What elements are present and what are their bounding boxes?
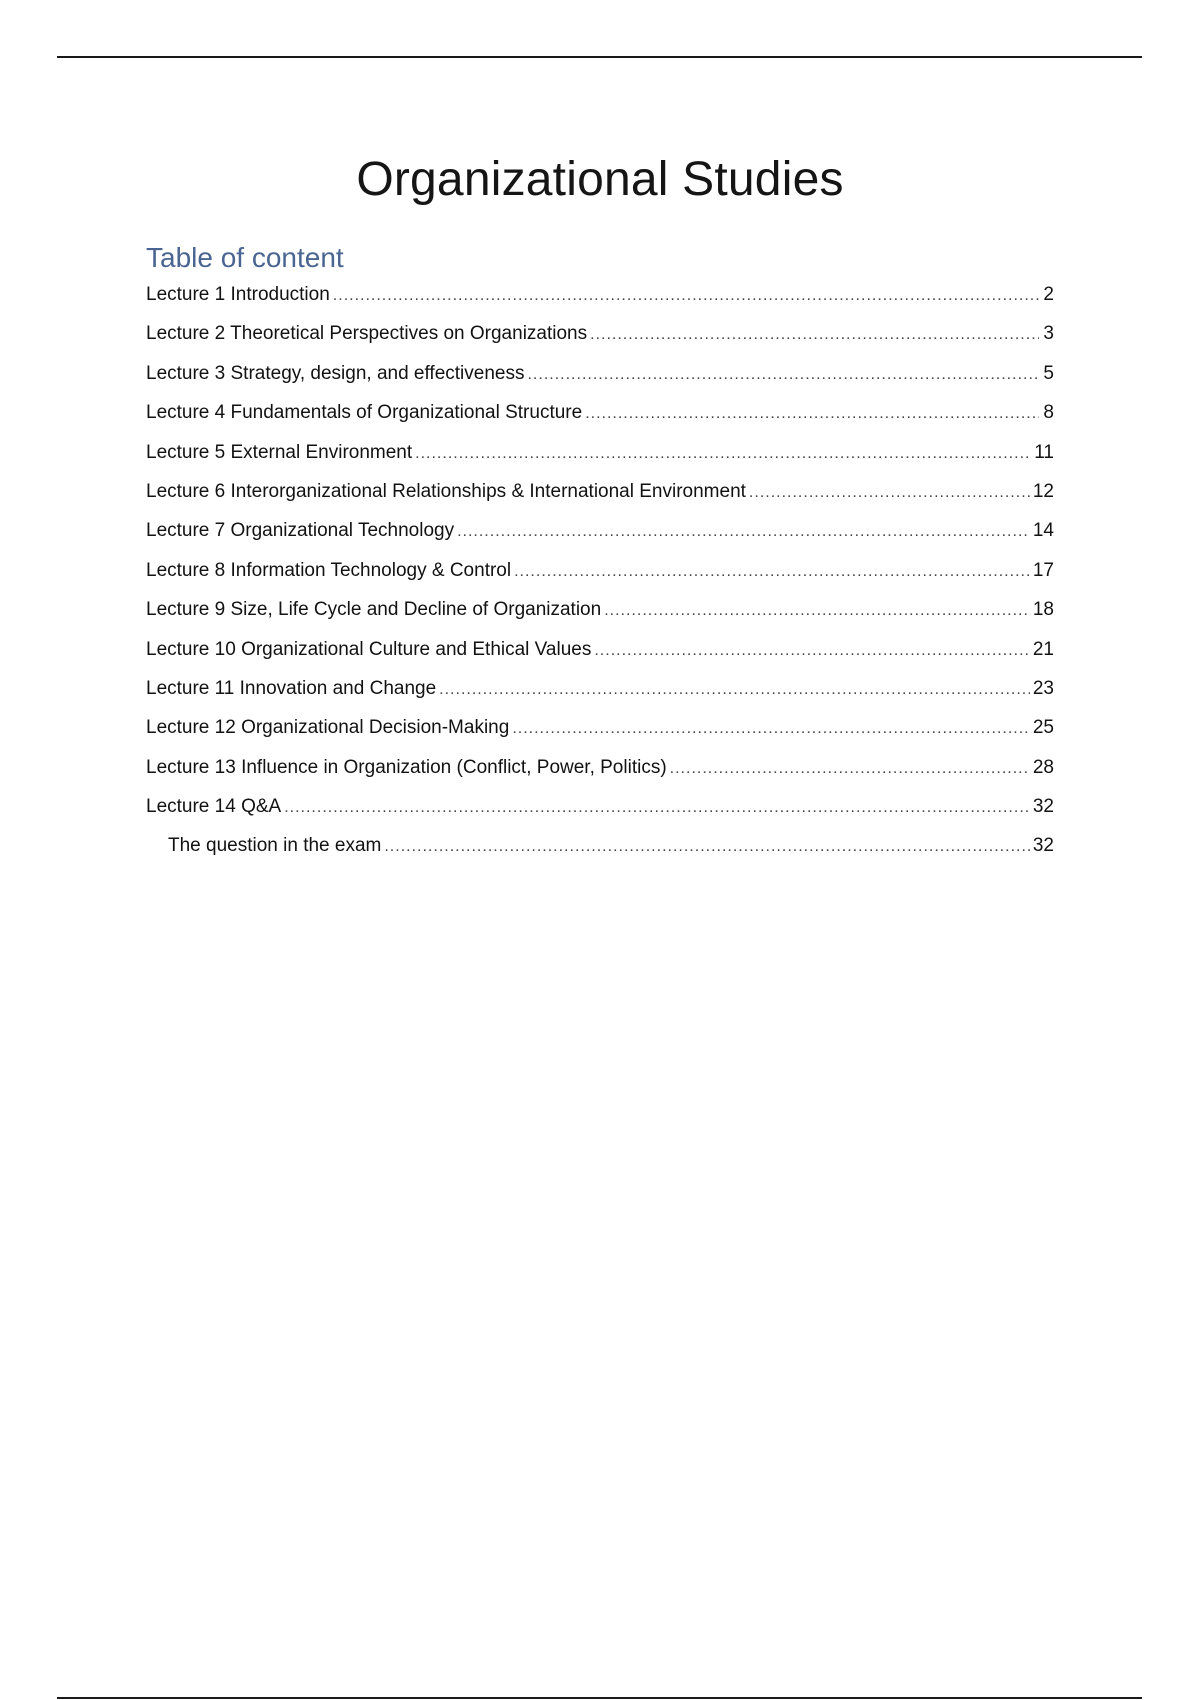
toc-entry-label: The question in the exam xyxy=(168,835,382,857)
table-of-contents xyxy=(146,278,1054,869)
toc-page-number: 23 xyxy=(1032,677,1054,699)
footer-rule xyxy=(57,1697,1142,1699)
toc-dot-leader xyxy=(439,673,1030,707)
toc-dot-leader xyxy=(590,318,1039,352)
toc-entry[interactable] xyxy=(146,554,1054,593)
document-title: Organizational Studies xyxy=(356,153,844,206)
toc-page-number: 28 xyxy=(1032,756,1054,778)
toc-page-number: 21 xyxy=(1032,638,1054,660)
toc-entry[interactable] xyxy=(146,633,1054,672)
toc-dot-leader xyxy=(415,437,1031,471)
toc-entry-label: Lecture 11 Innovation and Change xyxy=(146,677,437,699)
toc-page-number: 11 xyxy=(1034,441,1054,463)
header-rule xyxy=(57,56,1142,58)
toc-page-number: 32 xyxy=(1032,796,1054,818)
toc-entry-label: Lecture 7 Organizational Technology xyxy=(146,520,455,542)
toc-entry-label: Lecture 5 External Environment xyxy=(146,441,413,463)
toc-dot-leader xyxy=(384,830,1030,864)
toc-dot-leader xyxy=(457,515,1030,549)
toc-page-number: 8 xyxy=(1043,402,1054,424)
toc-dot-leader xyxy=(604,594,1030,628)
toc-page-number: 2 xyxy=(1043,284,1054,305)
toc-entry[interactable] xyxy=(146,317,1054,356)
toc-dot-leader xyxy=(284,791,1030,825)
toc-entry[interactable] xyxy=(146,514,1054,553)
toc-entry[interactable] xyxy=(146,436,1054,475)
toc-page-number: 14 xyxy=(1032,520,1054,542)
toc-entry-label: Lecture 12 Organizational Decision-Making xyxy=(146,717,510,739)
toc-page-number: 12 xyxy=(1032,480,1054,502)
toc-page-number: 25 xyxy=(1032,717,1054,739)
toc-entry-label: Lecture 9 Size, Life Cycle and Decline of Organization xyxy=(146,599,602,621)
toc-entry-label: Lecture 14 Q&A xyxy=(146,796,282,818)
toc-entry[interactable] xyxy=(146,593,1054,632)
toc-page-number: 17 xyxy=(1032,559,1054,581)
toc-entry[interactable] xyxy=(146,711,1054,750)
toc-entry[interactable] xyxy=(146,672,1054,711)
toc-entry-label: Lecture 4 Fundamentals of Organizational Structure xyxy=(146,402,583,424)
toc-entry-label: Lecture 6 Interorganizational Relationships & International Environment xyxy=(146,480,746,502)
toc-entry[interactable] xyxy=(146,475,1054,514)
toc-entry[interactable] xyxy=(146,278,1054,317)
toc-dot-leader xyxy=(585,397,1039,431)
toc-entry-label: Lecture 3 Strategy, design, and effectiveness xyxy=(146,362,525,384)
toc-subentry[interactable] xyxy=(146,829,1054,868)
toc-page-number: 32 xyxy=(1032,835,1054,857)
toc-dot-leader xyxy=(749,476,1030,510)
toc-entry-label: Lecture 1 Introduction xyxy=(146,284,330,305)
toc-dot-leader xyxy=(514,555,1030,589)
toc-dot-leader xyxy=(333,279,1039,313)
toc-dot-leader xyxy=(670,752,1030,786)
toc-entry-label: Lecture 2 Theoretical Perspectives on Organizations xyxy=(146,323,588,345)
toc-dot-leader xyxy=(594,634,1030,668)
toc-entry-label: Lecture 10 Organizational Culture and Ethical Values xyxy=(146,638,592,660)
toc-entry-label: Lecture 13 Influence in Organization (Conflict, Power, Politics) xyxy=(146,756,667,778)
toc-page-number: 5 xyxy=(1043,362,1054,384)
toc-entry[interactable] xyxy=(146,790,1054,829)
toc-entry[interactable] xyxy=(146,357,1054,396)
toc-entry[interactable] xyxy=(146,751,1054,790)
toc-dot-leader xyxy=(527,358,1039,392)
toc-page-number: 18 xyxy=(1032,599,1054,621)
toc-page-number: 3 xyxy=(1043,323,1054,345)
toc-entry[interactable] xyxy=(146,396,1054,435)
toc-heading: Table of content xyxy=(146,242,344,273)
toc-entry-label: Lecture 8 Information Technology & Control xyxy=(146,559,512,581)
toc-dot-leader xyxy=(512,712,1030,746)
